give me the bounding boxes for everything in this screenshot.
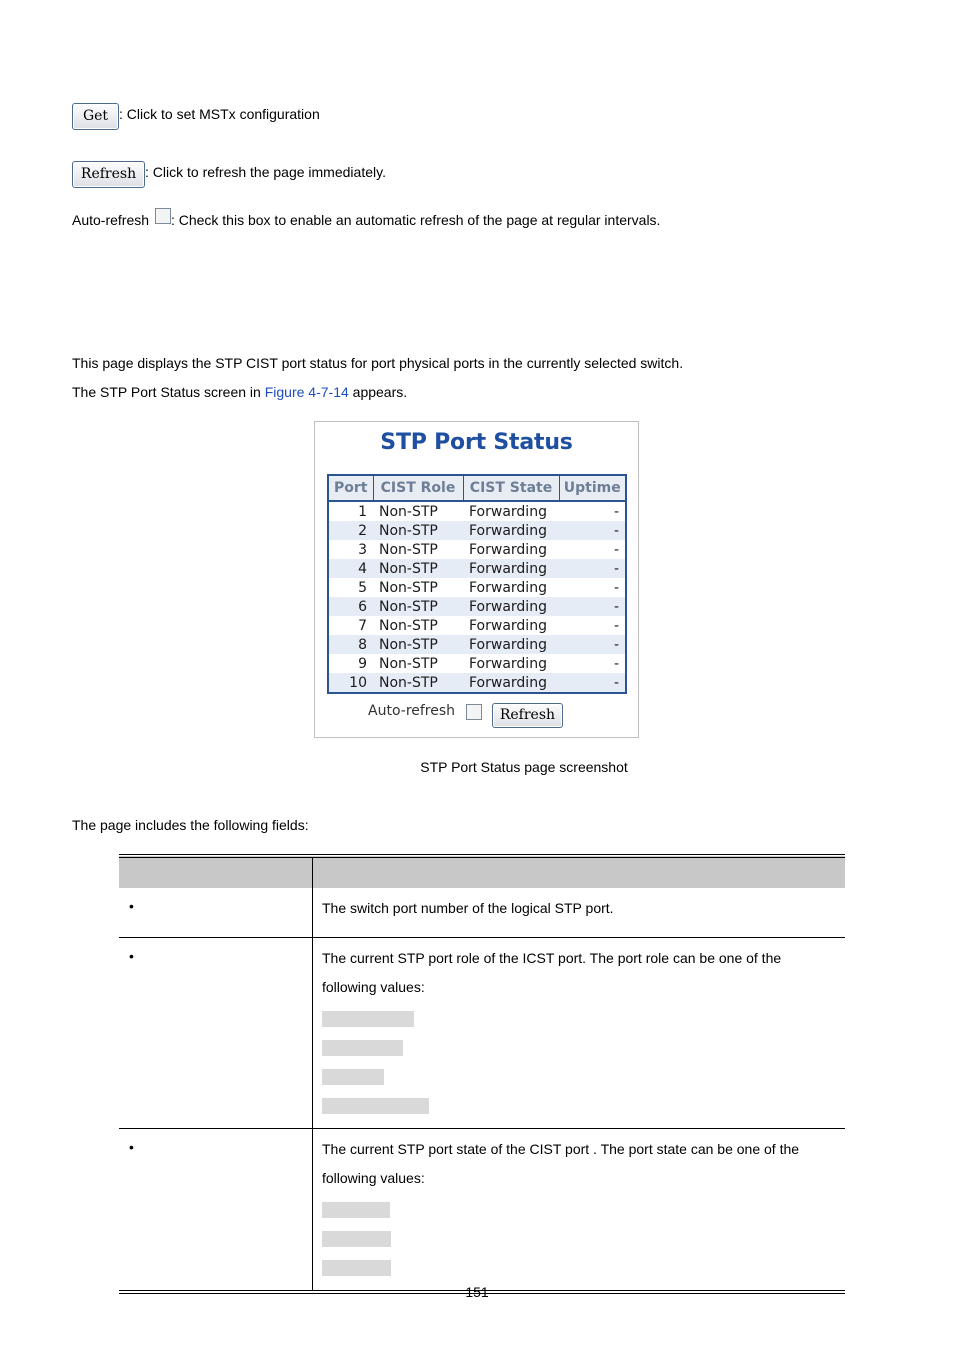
port-cell: 8 xyxy=(328,635,373,654)
port-cell: 1 xyxy=(358,503,367,520)
autorefresh-label: Auto-refresh xyxy=(72,212,150,228)
uptime-cell: - xyxy=(613,617,619,634)
bullet: • xyxy=(129,1139,134,1155)
col-header-port: Port xyxy=(328,475,373,501)
field-description-cell xyxy=(313,1129,846,1293)
table-row xyxy=(328,540,626,559)
uptime-cell: - xyxy=(613,655,619,672)
intro-line-1: This page displays the STP CIST port status for port physical ports in the currently selected switch. xyxy=(72,355,684,371)
cist-role-cell: Non-STP xyxy=(379,617,438,634)
port-cell: 5 xyxy=(358,579,367,596)
uptime-cell: - xyxy=(559,635,626,654)
cist-state-cell: Forwarding xyxy=(469,655,547,672)
field-row xyxy=(119,938,845,1129)
redacted-value-bar xyxy=(322,1098,429,1114)
cist-role-cell: Non-STP xyxy=(373,635,463,654)
refresh-instruction xyxy=(72,161,386,188)
table-row xyxy=(328,501,626,521)
field-object-cell xyxy=(119,888,313,938)
table-row xyxy=(328,521,626,540)
autorefresh-instruction-text: : Check this box to enable an automatic refresh of the page at regular intervals. xyxy=(170,212,661,228)
col-header-uptime: Uptime xyxy=(559,475,626,501)
field-description-cell xyxy=(313,938,846,1129)
table-row xyxy=(328,616,626,635)
figure-autorefresh-checkbox[interactable] xyxy=(466,704,482,720)
uptime-cell: - xyxy=(559,559,626,578)
fields-table-header xyxy=(119,856,845,888)
cist-role-cell: Non-STP xyxy=(373,597,463,616)
fields-table xyxy=(119,854,845,1294)
cist-role-cell: Non-STP xyxy=(373,673,463,693)
autorefresh-checkbox[interactable] xyxy=(155,208,171,224)
uptime-cell: - xyxy=(559,673,626,693)
stp-port-status-table xyxy=(327,474,627,694)
intro-line-2-before: The STP Port Status screen in xyxy=(72,384,265,400)
get-button[interactable]: Get xyxy=(72,103,119,130)
port-cell: 7 xyxy=(358,617,367,634)
cist-role-cell: Non-STP xyxy=(379,503,438,520)
table-header-row xyxy=(328,475,626,501)
field-description-text: The switch port number of the logical STP port. xyxy=(322,900,614,916)
uptime-cell: - xyxy=(559,521,626,540)
cist-role-cell: Non-STP xyxy=(373,559,463,578)
get-instruction-text: : Click to set MSTx configuration xyxy=(119,106,320,122)
field-description-text: The current STP port state of the CIST port . The port state can be one of the following values: xyxy=(322,1141,800,1186)
col-header-cist-role: CIST Role xyxy=(373,475,463,501)
table-row xyxy=(328,597,626,616)
figure-autorefresh-label: Auto-refresh xyxy=(368,703,456,719)
table-row xyxy=(328,635,626,654)
table-row xyxy=(328,559,626,578)
port-cell: 4 xyxy=(328,559,373,578)
cist-state-cell: Forwarding xyxy=(463,559,559,578)
figure-refresh-button[interactable]: Refresh xyxy=(492,703,563,728)
bullet: • xyxy=(129,898,134,914)
table-row xyxy=(328,654,626,673)
redacted-value-bar xyxy=(322,1202,390,1218)
redacted-value-bar xyxy=(322,1069,384,1085)
field-description-text: The current STP port role of the ICST port. The port role can be one of the following values: xyxy=(322,950,782,995)
uptime-cell: - xyxy=(613,503,619,520)
figure-caption: STP Port Status page screenshot xyxy=(420,759,628,775)
fields-header-description xyxy=(313,856,846,888)
cist-role-cell: Non-STP xyxy=(379,655,438,672)
page-number: 151 xyxy=(465,1284,489,1300)
port-cell: 10 xyxy=(328,673,373,693)
autorefresh-instruction xyxy=(72,212,660,228)
intro-line-2-after: appears. xyxy=(348,384,408,400)
redacted-value-bar xyxy=(322,1260,391,1276)
intro-line-2 xyxy=(72,384,407,400)
refresh-button[interactable]: Refresh xyxy=(72,161,145,188)
redacted-value-bar xyxy=(322,1011,414,1027)
field-description-cell xyxy=(313,888,846,938)
cist-state-cell: Forwarding xyxy=(469,579,547,596)
field-object-cell xyxy=(119,1129,313,1293)
uptime-cell: - xyxy=(613,579,619,596)
cist-state-cell: Forwarding xyxy=(469,617,547,634)
cist-state-cell: Forwarding xyxy=(463,521,559,540)
fields-intro: The page includes the following fields: xyxy=(72,817,309,833)
field-row xyxy=(119,888,845,938)
fields-header-object xyxy=(119,856,313,888)
table-row xyxy=(328,673,626,693)
cist-state-cell: Forwarding xyxy=(469,541,547,558)
refresh-instruction-text: : Click to refresh the page immediately. xyxy=(145,164,386,180)
field-row xyxy=(119,1129,845,1293)
figure-autorefresh xyxy=(368,703,563,728)
figure-link[interactable]: Figure 4-7-14 xyxy=(264,384,349,400)
bullet: • xyxy=(129,948,134,964)
uptime-cell: - xyxy=(559,597,626,616)
cist-state-cell: Forwarding xyxy=(469,503,547,520)
uptime-cell: - xyxy=(613,541,619,558)
figure-title: STP Port Status xyxy=(380,430,573,455)
redacted-value-bar xyxy=(322,1040,403,1056)
port-cell: 3 xyxy=(358,541,367,558)
table-row xyxy=(328,578,626,597)
cist-state-cell: Forwarding xyxy=(463,597,559,616)
stp-port-status-screenshot xyxy=(314,421,639,738)
port-cell: 2 xyxy=(328,521,373,540)
cist-role-cell: Non-STP xyxy=(373,521,463,540)
port-cell: 9 xyxy=(358,655,367,672)
cist-role-cell: Non-STP xyxy=(379,541,438,558)
field-object-cell xyxy=(119,938,313,1129)
col-header-cist-state: CIST State xyxy=(463,475,559,501)
port-cell: 6 xyxy=(328,597,373,616)
get-instruction xyxy=(72,103,320,130)
redacted-value-bar xyxy=(322,1231,391,1247)
cist-role-cell: Non-STP xyxy=(379,579,438,596)
cist-state-cell: Forwarding xyxy=(463,673,559,693)
cist-state-cell: Forwarding xyxy=(463,635,559,654)
